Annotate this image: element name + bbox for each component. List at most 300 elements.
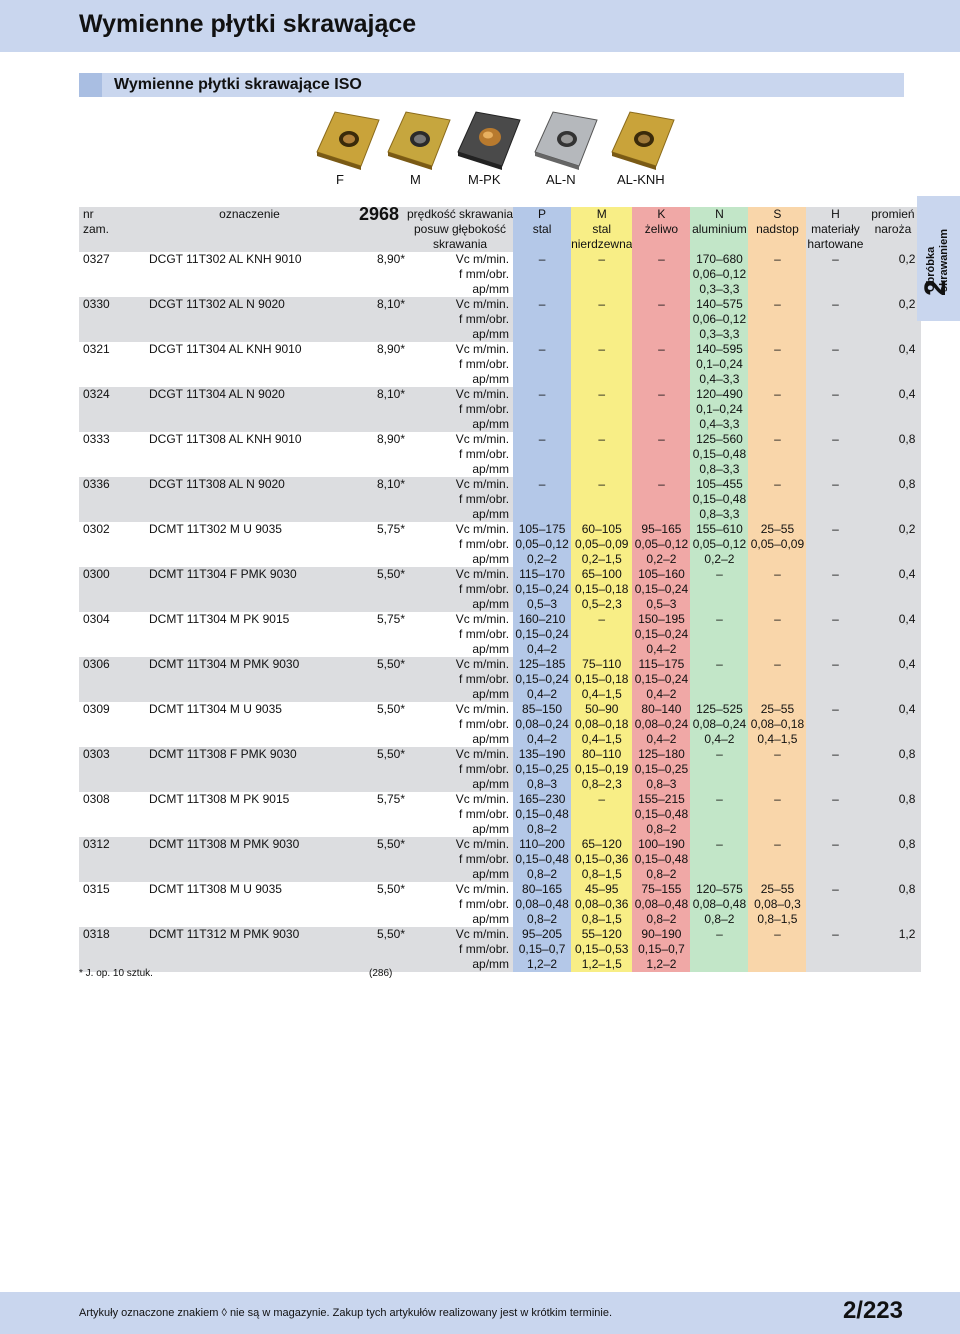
table-row <box>79 267 921 282</box>
table-row <box>79 387 921 402</box>
insert-designation: DCMT 11T308 F PMK 9030 <box>145 747 354 762</box>
material-k-value: 0,4–2 <box>632 732 690 747</box>
table-row <box>79 432 921 447</box>
blank-cell <box>354 597 407 612</box>
blank-cell <box>354 372 407 387</box>
blank-cell <box>145 672 354 687</box>
material-s-value <box>748 642 806 657</box>
blank-cell <box>145 852 354 867</box>
cutting-data-table <box>79 207 921 972</box>
price: 5,50* <box>354 882 407 897</box>
param-label: Vc m/min. <box>407 792 513 807</box>
blank-cell <box>354 912 407 927</box>
material-h-value <box>806 417 864 432</box>
material-n-value <box>690 822 748 837</box>
blank-cell <box>145 282 354 297</box>
table-row <box>79 837 921 852</box>
order-number: 0330 <box>79 297 145 312</box>
blank-cell <box>354 852 407 867</box>
material-p-value: 0,8–3 <box>513 777 571 792</box>
page-title: Wymienne płytki skrawające <box>79 10 417 38</box>
material-s-value <box>748 597 806 612</box>
material-h-value: – <box>806 522 864 537</box>
param-label: Vc m/min. <box>407 657 513 672</box>
material-m-value: 1,2–1,5 <box>571 957 632 972</box>
material-p-value: 135–190 <box>513 747 571 762</box>
material-n-value: 125–560 <box>690 432 748 447</box>
material-h-value <box>806 372 864 387</box>
table-row <box>79 417 921 432</box>
blank-cell <box>79 417 145 432</box>
blank-cell <box>145 537 354 552</box>
material-h-value <box>806 462 864 477</box>
material-p-value: 0,15–0,24 <box>513 672 571 687</box>
material-n-value <box>690 687 748 702</box>
param-label: f mm/obr. <box>407 357 513 372</box>
material-k-value: 0,15–0,7 <box>632 942 690 957</box>
material-k-value <box>632 507 690 522</box>
material-k-value: 0,08–0,48 <box>632 897 690 912</box>
table-row <box>79 747 921 762</box>
material-k-value: – <box>632 387 690 402</box>
material-p-value: – <box>513 297 571 312</box>
order-number: 0324 <box>79 387 145 402</box>
material-n-value: 0,05–0,12 <box>690 537 748 552</box>
blank-cell <box>145 822 354 837</box>
param-label: f mm/obr. <box>407 402 513 417</box>
insert-designation: DCMT 11T308 M PMK 9030 <box>145 837 354 852</box>
material-m-value: – <box>571 612 632 627</box>
material-s-value <box>748 822 806 837</box>
header-h: H <box>806 207 864 222</box>
corner-radius: 1,2 <box>864 927 921 942</box>
blank-cell <box>864 462 921 477</box>
table-row <box>79 942 921 957</box>
blank-cell <box>145 732 354 747</box>
corner-radius: 0,8 <box>864 747 921 762</box>
table-row <box>79 657 921 672</box>
header-m: M <box>571 207 632 222</box>
material-p-value: 115–170 <box>513 567 571 582</box>
corner-radius: 0,4 <box>864 612 921 627</box>
blank-cell <box>79 912 145 927</box>
material-h-value: – <box>806 657 864 672</box>
price: 5,50* <box>354 702 407 717</box>
chapter-number: 2 <box>919 279 952 296</box>
material-h-value <box>806 357 864 372</box>
material-p-value: – <box>513 432 571 447</box>
blank-cell <box>354 417 407 432</box>
material-s-value: 25–55 <box>748 522 806 537</box>
material-p-value: 1,2–2 <box>513 957 571 972</box>
material-s-value: – <box>748 612 806 627</box>
table-row <box>79 732 921 747</box>
material-m-value: 45–95 <box>571 882 632 897</box>
insert-designation: DCMT 11T304 M PMK 9030 <box>145 657 354 672</box>
blank-cell <box>145 942 354 957</box>
corner-radius: 0,8 <box>864 837 921 852</box>
material-m-value: 50–90 <box>571 702 632 717</box>
blank-cell <box>145 642 354 657</box>
param-label: ap/mm <box>407 417 513 432</box>
material-m-value: 0,15–0,18 <box>571 672 632 687</box>
header-radius <box>864 237 921 252</box>
material-h-value <box>806 897 864 912</box>
material-m-value: 80–110 <box>571 747 632 762</box>
material-p-value: – <box>513 387 571 402</box>
material-h-value <box>806 852 864 867</box>
price: 5,50* <box>354 657 407 672</box>
blank-cell <box>145 957 354 972</box>
blank-cell <box>354 327 407 342</box>
page-number: 2/223 <box>842 1297 903 1324</box>
material-m-value: 0,5–2,3 <box>571 597 632 612</box>
param-label: f mm/obr. <box>407 717 513 732</box>
param-label: f mm/obr. <box>407 582 513 597</box>
blank-cell <box>79 462 145 477</box>
material-n-value: 140–575 <box>690 297 748 312</box>
insert-image-al-n <box>527 108 602 173</box>
blank-cell <box>145 687 354 702</box>
material-s-value: – <box>748 252 806 267</box>
material-s-value: – <box>748 342 806 357</box>
material-s-value <box>748 627 806 642</box>
table-row <box>79 297 921 312</box>
footnote-ref: (286) <box>369 968 393 979</box>
param-label: Vc m/min. <box>407 297 513 312</box>
param-label: Vc m/min. <box>407 612 513 627</box>
material-k-value <box>632 357 690 372</box>
blank-cell <box>145 912 354 927</box>
insert-label: AL-N <box>546 172 576 187</box>
material-s-value <box>748 417 806 432</box>
material-n-value: 0,1–0,24 <box>690 357 748 372</box>
blank-cell <box>864 672 921 687</box>
material-h-value <box>806 762 864 777</box>
param-label: Vc m/min. <box>407 747 513 762</box>
order-number: 0304 <box>79 612 145 627</box>
corner-radius: 0,2 <box>864 252 921 267</box>
material-p-value: 95–205 <box>513 927 571 942</box>
material-h-value: – <box>806 882 864 897</box>
corner-radius: 0,2 <box>864 522 921 537</box>
header-s: nadstop <box>748 222 806 237</box>
param-label: f mm/obr. <box>407 492 513 507</box>
blank-cell <box>864 597 921 612</box>
material-k-value: 0,15–0,48 <box>632 807 690 822</box>
blank-cell <box>145 717 354 732</box>
blank-cell <box>145 357 354 372</box>
material-k-value: 0,05–0,12 <box>632 537 690 552</box>
header-h: hartowane <box>807 237 864 251</box>
blank-cell <box>145 867 354 882</box>
material-k-value: 0,8–2 <box>632 912 690 927</box>
corner-radius: 0,4 <box>864 342 921 357</box>
material-s-value: 0,08–0,3 <box>748 897 806 912</box>
material-s-value <box>748 462 806 477</box>
material-k-value <box>632 402 690 417</box>
blank-cell <box>79 312 145 327</box>
material-m-value <box>571 822 632 837</box>
material-h-value <box>806 552 864 567</box>
blank-cell <box>864 822 921 837</box>
price: 5,75* <box>354 522 407 537</box>
chapter-title-line2: skrawaniem <box>938 229 950 292</box>
material-h-value <box>806 912 864 927</box>
material-k-value: 105–160 <box>632 567 690 582</box>
blank-cell <box>79 717 145 732</box>
table-row <box>79 537 921 552</box>
param-label: ap/mm <box>407 777 513 792</box>
material-m-value: 0,08–0,36 <box>571 897 632 912</box>
material-k-value: 0,15–0,24 <box>632 672 690 687</box>
table-row <box>79 312 921 327</box>
corner-radius: 0,2 <box>864 297 921 312</box>
material-m-value: 0,8–1,5 <box>571 867 632 882</box>
table-row <box>79 447 921 462</box>
blank-cell <box>354 582 407 597</box>
chapter-tab[interactable] <box>917 196 960 321</box>
table-body <box>79 252 921 972</box>
material-h-value <box>806 537 864 552</box>
table-row <box>79 567 921 582</box>
param-label: Vc m/min. <box>407 387 513 402</box>
material-h-value <box>806 672 864 687</box>
material-h-value: – <box>806 432 864 447</box>
material-p-value: 85–150 <box>513 702 571 717</box>
material-s-value <box>748 852 806 867</box>
material-h-value <box>806 867 864 882</box>
table-row <box>79 372 921 387</box>
material-k-value: 115–175 <box>632 657 690 672</box>
material-n-value <box>690 807 748 822</box>
header-params: prędkość skrawania <box>407 207 514 221</box>
material-m-value <box>571 417 632 432</box>
param-label: Vc m/min. <box>407 567 513 582</box>
blank-cell <box>354 777 407 792</box>
table-row <box>79 642 921 657</box>
blank-cell <box>79 537 145 552</box>
material-k-value: 0,4–2 <box>632 642 690 657</box>
material-k-value <box>632 417 690 432</box>
blank-cell <box>864 447 921 462</box>
material-p-value: – <box>513 477 571 492</box>
material-k-value: – <box>632 432 690 447</box>
material-h-value <box>806 597 864 612</box>
table-row <box>79 957 921 972</box>
material-k-value: 0,8–2 <box>632 822 690 837</box>
material-p-value <box>513 402 571 417</box>
blank-cell <box>864 402 921 417</box>
material-s-value: 0,05–0,09 <box>748 537 806 552</box>
param-label: Vc m/min. <box>407 342 513 357</box>
header-k: żeliwo <box>632 222 690 237</box>
material-h-value <box>806 807 864 822</box>
param-label: ap/mm <box>407 957 513 972</box>
material-p-value: 165–230 <box>513 792 571 807</box>
material-m-value <box>571 372 632 387</box>
insert-designation: DCGT 11T308 AL KNH 9010 <box>145 432 354 447</box>
blank-cell <box>145 897 354 912</box>
order-number: 0300 <box>79 567 145 582</box>
material-n-value: 0,08–0,48 <box>690 897 748 912</box>
material-n-value: 0,4–2 <box>690 732 748 747</box>
header-n: N <box>690 207 748 222</box>
material-m-value: – <box>571 477 632 492</box>
material-p-value: 0,8–2 <box>513 867 571 882</box>
material-k-value: 150–195 <box>632 612 690 627</box>
param-label: f mm/obr. <box>407 447 513 462</box>
blank-cell <box>145 552 354 567</box>
material-s-value: – <box>748 567 806 582</box>
corner-radius: 0,8 <box>864 432 921 447</box>
blank-cell <box>354 807 407 822</box>
material-h-value: – <box>806 297 864 312</box>
blank-cell <box>354 732 407 747</box>
param-label: f mm/obr. <box>407 627 513 642</box>
param-label: f mm/obr. <box>407 267 513 282</box>
material-k-value <box>632 492 690 507</box>
material-p-value: 0,4–2 <box>513 687 571 702</box>
material-h-value <box>806 282 864 297</box>
price: 8,90* <box>354 432 407 447</box>
blank-cell <box>864 912 921 927</box>
material-m-value: 0,8–2,3 <box>571 777 632 792</box>
material-s-value: 0,8–1,5 <box>748 912 806 927</box>
footnote: * J. op. 10 sztuk. <box>79 968 153 979</box>
chapter-title-line1: Obróbka <box>925 246 937 292</box>
insert-image-al-knh <box>604 108 679 173</box>
param-label: Vc m/min. <box>407 477 513 492</box>
material-n-value: 0,15–0,48 <box>690 492 748 507</box>
blank-cell <box>354 642 407 657</box>
price: 8,90* <box>354 252 407 267</box>
material-m-value: 0,08–0,18 <box>571 717 632 732</box>
material-s-value <box>748 492 806 507</box>
blank-cell <box>864 357 921 372</box>
material-m-value: 0,4–1,5 <box>571 687 632 702</box>
material-p-value: 0,8–2 <box>513 822 571 837</box>
blank-cell <box>79 357 145 372</box>
corner-radius: 0,4 <box>864 702 921 717</box>
blank-cell <box>864 507 921 522</box>
blank-cell <box>79 492 145 507</box>
material-k-value: 125–180 <box>632 747 690 762</box>
material-n-value: 0,06–0,12 <box>690 267 748 282</box>
material-m-value <box>571 267 632 282</box>
param-label: Vc m/min. <box>407 522 513 537</box>
corner-radius: 0,8 <box>864 477 921 492</box>
blank-cell <box>864 717 921 732</box>
table-row <box>79 342 921 357</box>
table-row <box>79 522 921 537</box>
material-n-value <box>690 942 748 957</box>
material-k-value: 95–165 <box>632 522 690 537</box>
material-s-value <box>748 357 806 372</box>
header-h: materiały <box>806 222 864 237</box>
material-k-value: – <box>632 342 690 357</box>
param-label: f mm/obr. <box>407 537 513 552</box>
material-p-value <box>513 357 571 372</box>
param-label: Vc m/min. <box>407 432 513 447</box>
blank-cell <box>354 762 407 777</box>
material-n-value: – <box>690 657 748 672</box>
param-label: ap/mm <box>407 552 513 567</box>
material-k-value: 100–190 <box>632 837 690 852</box>
material-k-value <box>632 267 690 282</box>
material-k-value <box>632 462 690 477</box>
param-label: ap/mm <box>407 327 513 342</box>
section-title: Wymienne płytki skrawające ISO <box>114 76 362 93</box>
blank-cell <box>864 627 921 642</box>
blank-cell <box>354 897 407 912</box>
table-row <box>79 492 921 507</box>
blank-cell <box>354 942 407 957</box>
material-p-value: 0,15–0,48 <box>513 807 571 822</box>
param-label: ap/mm <box>407 867 513 882</box>
material-h-value <box>806 312 864 327</box>
insert-designation: DCGT 11T308 AL N 9020 <box>145 477 354 492</box>
insert-label: M <box>410 172 421 187</box>
material-p-value <box>513 492 571 507</box>
material-n-value <box>690 777 748 792</box>
material-h-value <box>806 447 864 462</box>
blank-cell <box>145 507 354 522</box>
material-p-value <box>513 282 571 297</box>
material-k-value: 0,4–2 <box>632 687 690 702</box>
blank-cell <box>145 807 354 822</box>
material-k-value <box>632 312 690 327</box>
blank-cell <box>79 897 145 912</box>
param-label: f mm/obr. <box>407 672 513 687</box>
table-row <box>79 717 921 732</box>
material-n-value: 0,2–2 <box>690 552 748 567</box>
blank-cell <box>79 627 145 642</box>
material-s-value <box>748 507 806 522</box>
table-row <box>79 612 921 627</box>
material-h-value <box>806 822 864 837</box>
blank-cell <box>145 777 354 792</box>
material-p-value: 110–200 <box>513 837 571 852</box>
blank-cell <box>354 267 407 282</box>
blank-cell <box>864 807 921 822</box>
blank-cell <box>864 942 921 957</box>
material-n-value: 140–595 <box>690 342 748 357</box>
table-row <box>79 252 921 267</box>
material-n-value <box>690 762 748 777</box>
material-s-value: – <box>748 387 806 402</box>
order-number: 0318 <box>79 927 145 942</box>
table-row <box>79 777 921 792</box>
blank-cell <box>864 732 921 747</box>
blank-cell <box>354 627 407 642</box>
insert-image-m-pk <box>450 108 525 173</box>
material-m-value: 65–100 <box>571 567 632 582</box>
blank-cell <box>145 462 354 477</box>
table-row <box>79 912 921 927</box>
material-s-value <box>748 282 806 297</box>
material-m-value <box>571 282 632 297</box>
material-n-value: 0,06–0,12 <box>690 312 748 327</box>
blank-cell <box>354 552 407 567</box>
table-row <box>79 282 921 297</box>
material-n-value: – <box>690 567 748 582</box>
material-p-value <box>513 447 571 462</box>
order-number: 0336 <box>79 477 145 492</box>
material-h-value <box>806 957 864 972</box>
header-n <box>690 237 748 252</box>
blank-cell <box>864 267 921 282</box>
